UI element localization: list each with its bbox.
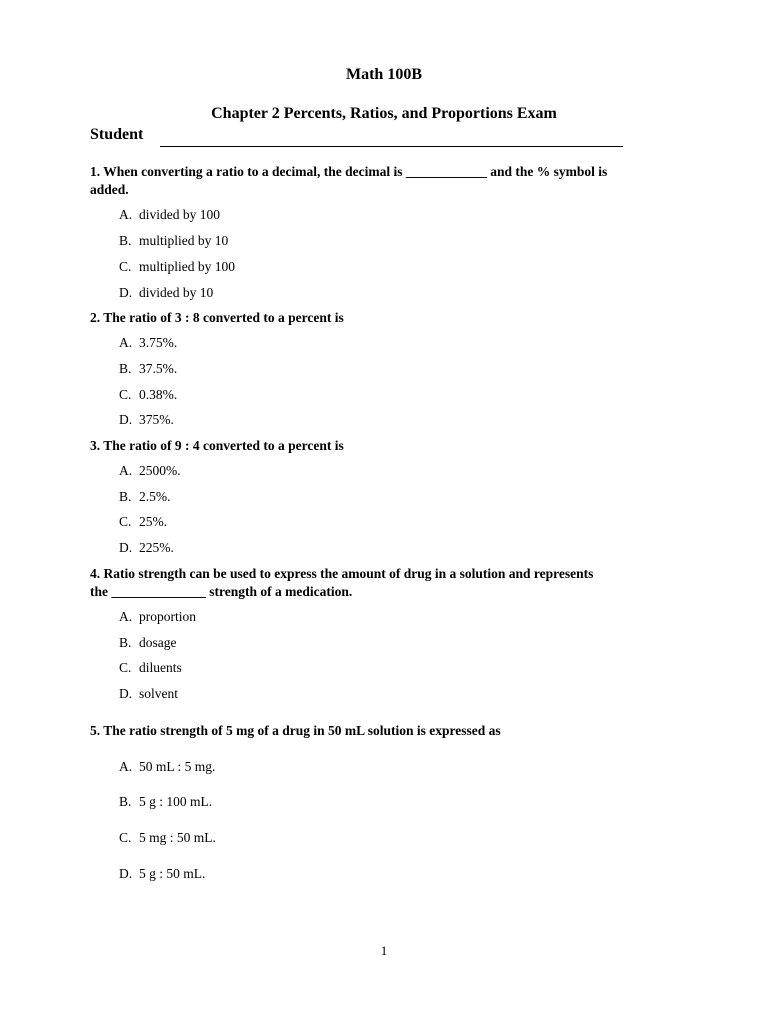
option-letter: C. bbox=[119, 387, 132, 402]
student-name-line bbox=[160, 146, 623, 147]
question-1-text-line-1: 1. When converting a ratio to a decimal, the decimal is ____________ and the % symbol is bbox=[90, 164, 608, 179]
question-2-option-c bbox=[119, 386, 177, 404]
option-text: divided by 10 bbox=[139, 285, 214, 300]
option-letter: C. bbox=[119, 514, 132, 529]
option-letter: D. bbox=[119, 866, 133, 881]
page-number: 1 bbox=[380, 943, 388, 958]
option-letter: B. bbox=[119, 489, 132, 504]
option-letter: D. bbox=[119, 686, 133, 701]
question-4-option-c bbox=[119, 659, 182, 677]
option-text: 25%. bbox=[139, 514, 168, 529]
question-5-option-d bbox=[119, 865, 205, 883]
question-1-option-a bbox=[119, 206, 220, 224]
question-5-text: 5. The ratio strength of 5 mg of a drug in 50 mL solution is expressed as bbox=[90, 723, 501, 738]
option-letter: C. bbox=[119, 660, 132, 675]
option-text: 50 mL : 5 mg. bbox=[139, 759, 216, 774]
question-5-option-c bbox=[119, 829, 216, 847]
question-3-option-b bbox=[119, 488, 171, 506]
question-1-text-line-2: added. bbox=[90, 182, 129, 197]
option-text: 5 mg : 50 mL. bbox=[139, 830, 216, 845]
question-3-option-d bbox=[119, 539, 174, 557]
option-letter: D. bbox=[119, 285, 133, 300]
option-text: 2500%. bbox=[139, 463, 181, 478]
question-1-option-d bbox=[119, 284, 213, 302]
option-text: multiplied by 100 bbox=[139, 259, 235, 274]
question-4-option-d bbox=[119, 685, 178, 703]
question-2-option-a bbox=[119, 334, 177, 352]
option-letter: B. bbox=[119, 361, 132, 376]
option-letter: D. bbox=[119, 540, 133, 555]
option-text: 5 g : 50 mL. bbox=[139, 866, 206, 881]
option-letter: A. bbox=[119, 207, 133, 222]
question-4-text-line-2: the ______________ strength of a medication. bbox=[90, 584, 353, 599]
option-text: solvent bbox=[139, 686, 178, 701]
question-2-text: 2. The ratio of 3 : 8 converted to a percent is bbox=[90, 310, 344, 325]
question-1-option-c bbox=[119, 258, 235, 276]
question-5-option-a bbox=[119, 758, 215, 776]
option-letter: A. bbox=[119, 335, 133, 350]
option-letter: C. bbox=[119, 830, 132, 845]
option-letter: B. bbox=[119, 794, 132, 809]
option-text: 375%. bbox=[139, 412, 174, 427]
option-text: proportion bbox=[139, 609, 196, 624]
option-letter: A. bbox=[119, 759, 133, 774]
question-4-option-b bbox=[119, 634, 177, 652]
course-title: Math 100B bbox=[346, 66, 422, 83]
option-text: multiplied by 10 bbox=[139, 233, 229, 248]
option-text: 5 g : 100 mL. bbox=[139, 794, 213, 809]
option-letter: B. bbox=[119, 635, 132, 650]
question-1-option-b bbox=[119, 232, 228, 250]
option-letter: C. bbox=[119, 259, 132, 274]
question-4-option-a bbox=[119, 608, 196, 626]
question-5-option-b bbox=[119, 793, 212, 811]
option-text: divided by 100 bbox=[139, 207, 220, 222]
question-2-option-b bbox=[119, 360, 177, 378]
option-text: dosage bbox=[139, 635, 177, 650]
option-letter: B. bbox=[119, 233, 132, 248]
question-2-option-d bbox=[119, 411, 174, 429]
option-text: diluents bbox=[139, 660, 182, 675]
option-letter: D. bbox=[119, 412, 133, 427]
question-4-text-line-1: 4. Ratio strength can be used to express the amount of drug in a solution and represents bbox=[90, 566, 594, 581]
question-3-option-c bbox=[119, 513, 167, 531]
option-text: 0.38%. bbox=[139, 387, 178, 402]
option-text: 2.5%. bbox=[139, 489, 171, 504]
option-letter: A. bbox=[119, 609, 133, 624]
question-3-option-a bbox=[119, 462, 181, 480]
student-label: Student bbox=[90, 126, 144, 143]
option-text: 225%. bbox=[139, 540, 174, 555]
option-letter: A. bbox=[119, 463, 133, 478]
option-text: 3.75%. bbox=[139, 335, 178, 350]
option-text: 37.5%. bbox=[139, 361, 178, 376]
exam-title: Chapter 2 Percents, Ratios, and Proportions Exam bbox=[211, 105, 557, 122]
question-3-text: 3. The ratio of 9 : 4 converted to a percent is bbox=[90, 438, 344, 453]
